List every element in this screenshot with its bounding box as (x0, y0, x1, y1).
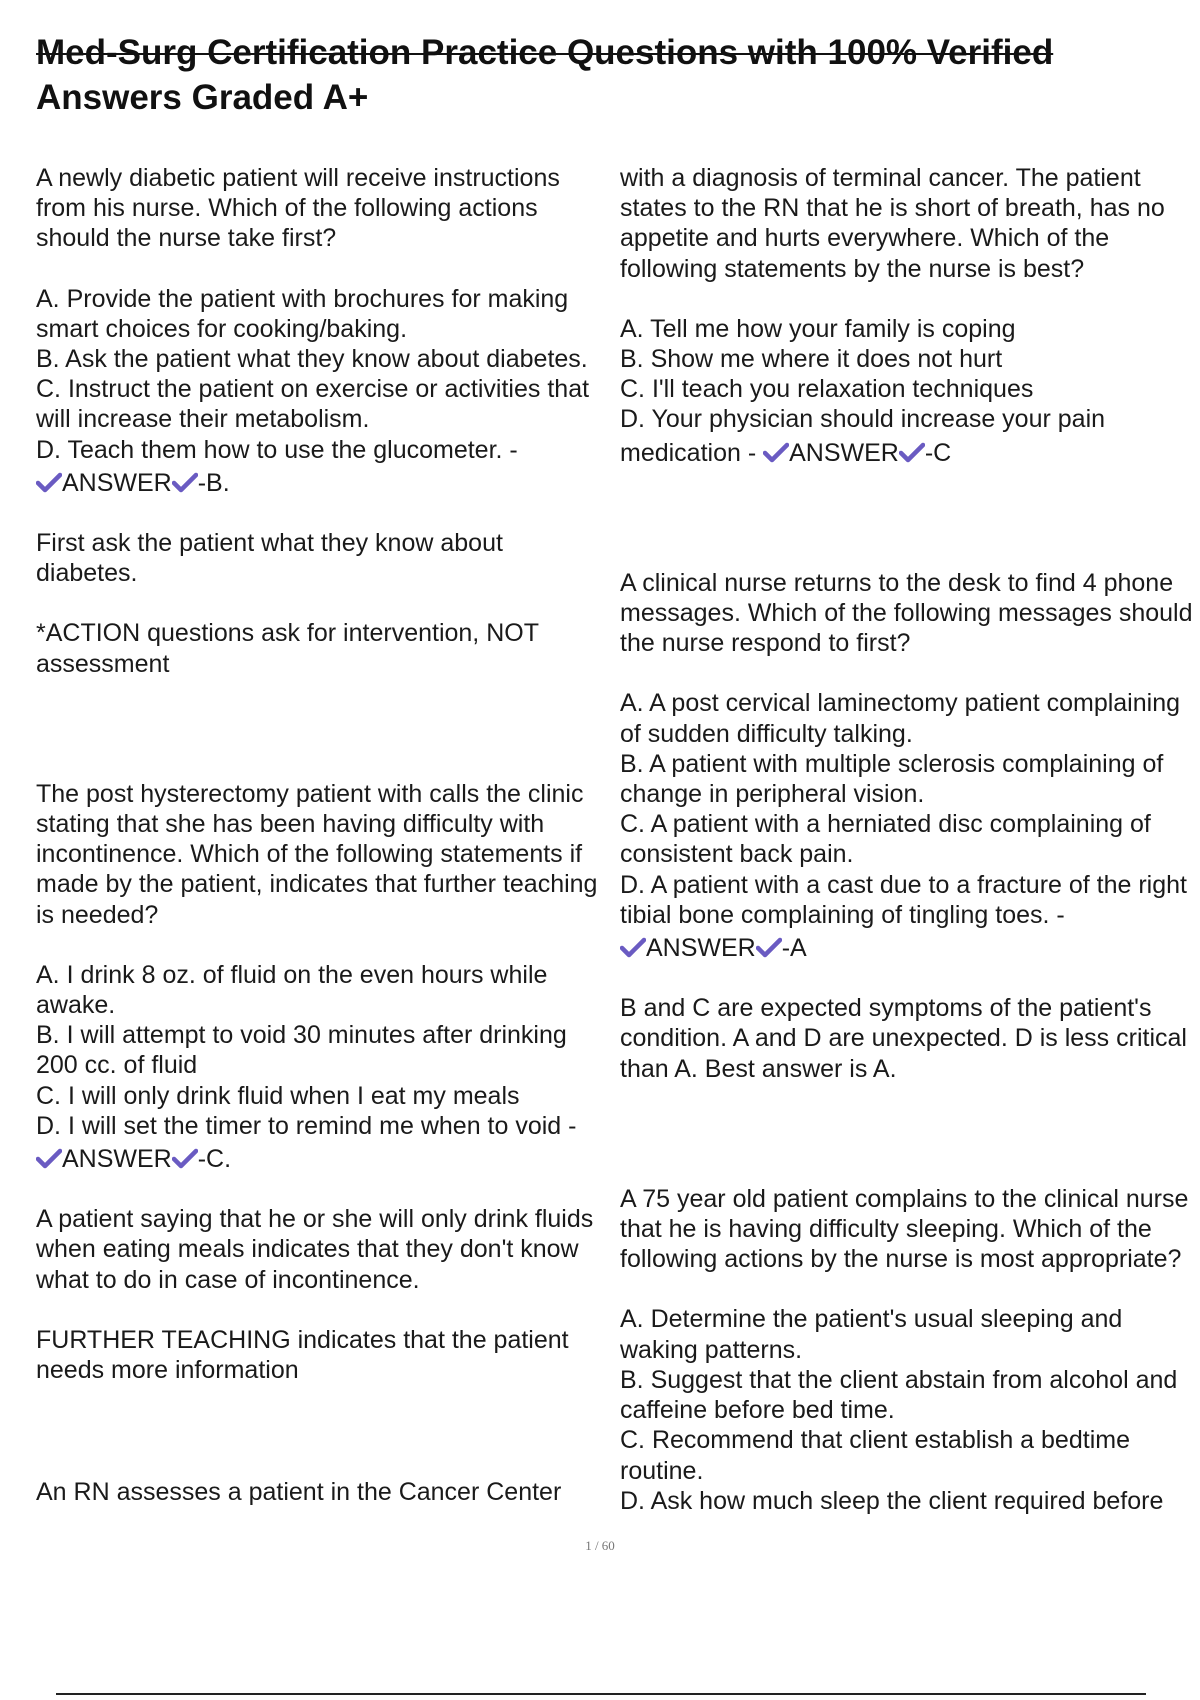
q1-rationale-note: *ACTION questions ask for intervention, NOT assessment (36, 619, 539, 678)
q2-options: A. I drink 8 oz. of fluid on the even hours while awake. B. I will attempt to void 30 minutes after drinking 200 cc. of fluid C. I will only drink fluid when I eat my meals D. I will set the timer to remind me when to void - (36, 960, 577, 1140)
q2-answer: -C. (197, 1145, 232, 1174)
answer-label: ANSWER (646, 934, 756, 963)
q3-answer-line (620, 438, 1195, 468)
checkmark-icon (756, 937, 782, 959)
q1-options: A. Provide the patient with brochures for making smart choices for cooking/baking. B. Ask the patient what they know about diabetes. C. Instruct the patient on exercise or activities that will increase their metabolism. D. Teach them how to use the glucometer. - (36, 284, 590, 464)
footer-divider (56, 1693, 1146, 1695)
checkmark-icon (763, 442, 789, 464)
checkmark-icon (899, 442, 925, 464)
q2-answer-line (36, 1144, 604, 1174)
q4-rationale: B and C are expected symptoms of the patient's condition. A and D are unexpected. D is less critical than A. Best answer is A. (620, 994, 1187, 1083)
q3-options: A. Tell me how your family is coping B. Show me where it does not hurt C. I'll teach you relaxation techniques D. Your physician should increase your pain (620, 314, 1106, 434)
answer-label: ANSWER (62, 468, 172, 497)
q1-rationale: First ask the patient what they know about diabetes. (36, 529, 503, 588)
checkmark-icon (172, 472, 198, 494)
answer-label: ANSWER (62, 1145, 172, 1174)
checkmark-icon (36, 472, 62, 494)
checkmark-icon (172, 1148, 198, 1170)
q4-stem: A clinical nurse returns to the desk to find 4 phone messages. Which of the following messages should the nurse respond to first? (620, 568, 1193, 658)
title-line-2: Answers Graded A+ (36, 78, 369, 117)
q1-answer-line (36, 468, 604, 498)
q2-rationale-note: FURTHER TEACHING indicates that the patient needs more information (36, 1325, 569, 1385)
q3-stem-start: An RN assesses a patient in the Cancer Center (36, 1478, 562, 1507)
answer-label: ANSWER (789, 438, 899, 467)
checkmark-icon (36, 1148, 62, 1170)
q1-stem: A newly diabetic patient will receive instructions from his nurse. Which of the following actions should the nurse take first? (36, 164, 560, 253)
q2-stem: The post hysterectomy patient with calls the clinic stating that she has been having difficulty with incontinence. Which of the following statements if made by the patient, indicates that further teaching is needed? (36, 779, 598, 929)
checkmark-icon (620, 937, 646, 959)
q3-last-option-end: medication - (620, 438, 757, 467)
q4-options: A. A post cervical laminectomy patient complaining of sudden difficulty talking. B. A patient with multiple sclerosis complaining of change in peripheral vision. C. A patient with a herniated disc complaining of consistent back pain. D. A patient with a cast due to a fracture of the right tibial bone complaining of tingling toes. - (620, 689, 1187, 929)
document-title (36, 30, 1166, 120)
q5-stem: A 75 year old patient complains to the clinical nurse that he is having difficulty sleeping. Which of the following actions by the nurse is most appropriate? (620, 1184, 1189, 1274)
title-line-1: Med-Surg Certification Practice Questions with 100% Verified (36, 33, 1054, 72)
q1-answer: -B. (197, 468, 230, 497)
q3-answer: -C (924, 438, 952, 467)
q4-answer: -A (781, 934, 807, 963)
left-column (36, 163, 604, 1508)
q4-answer-line (620, 933, 1195, 963)
page-number: 1 / 60 (585, 1538, 615, 1553)
q3-stem-continued: with a diagnosis of terminal cancer. The patient states to the RN that he is short of breath, has no appetite and hurts everywhere. Which of the following statements by the nurse is best? (620, 164, 1165, 283)
q5-options: A. Determine the patient's usual sleeping and waking patterns. B. Suggest that the client abstain from alcohol and caffeine before bed time. C. Recommend that client establish a bedtime routine. D. Ask how much sleep the client required before (620, 1305, 1178, 1515)
right-column (620, 163, 1195, 1516)
q2-rationale: A patient saying that he or she will only drink fluids when eating meals indicates that they don't know what to do in case of incontinence. (36, 1205, 594, 1294)
